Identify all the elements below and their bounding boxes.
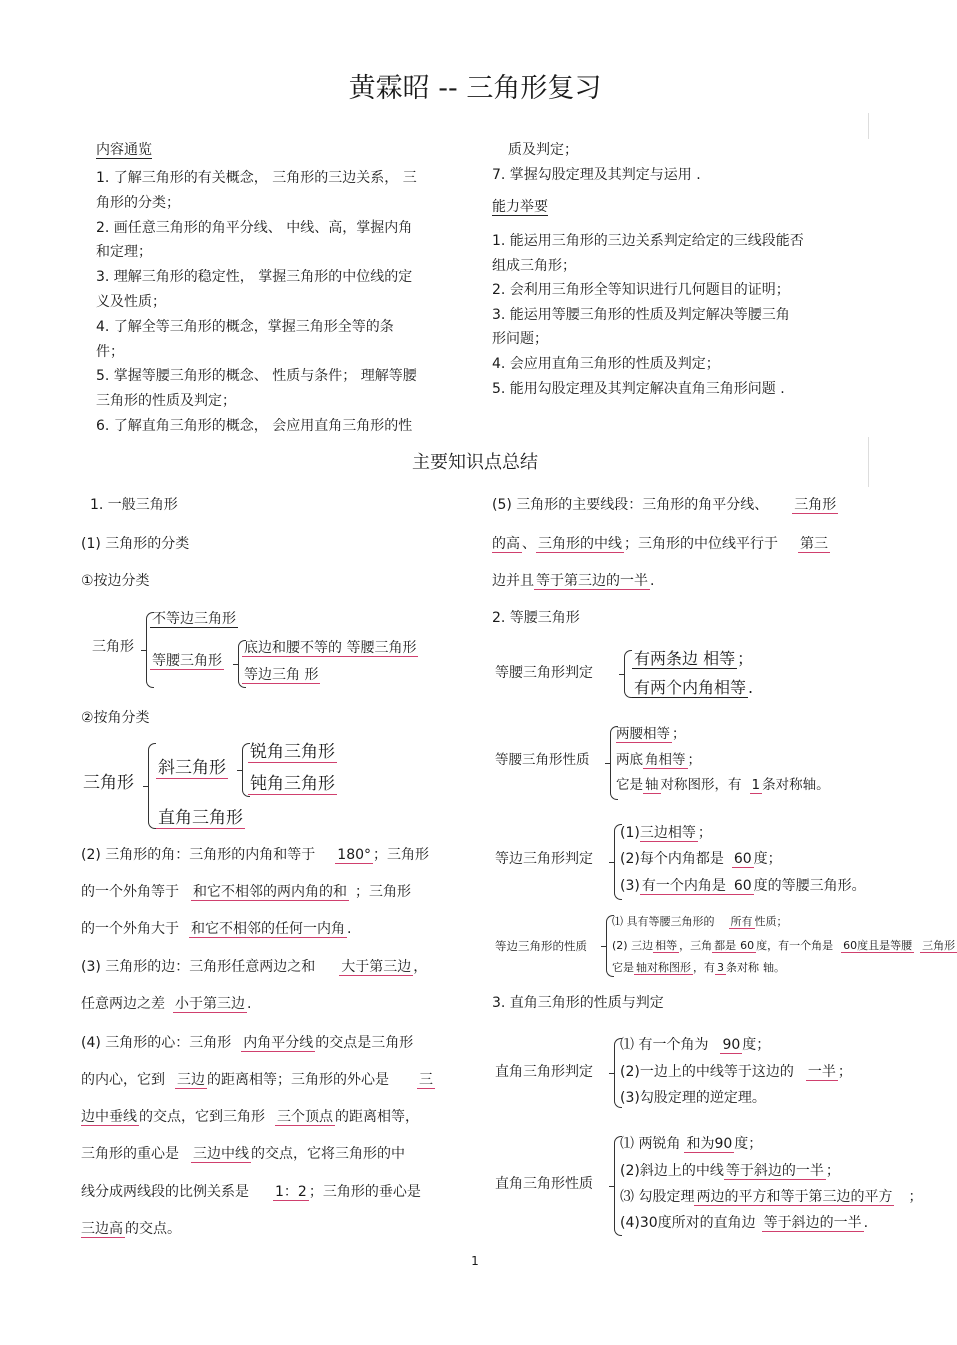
para-centers-6: 三边高 的交点。 xyxy=(81,1221,181,1237)
overview-item-7: 7. 掌握勾股定理及其判定与运用 . xyxy=(492,167,701,183)
overview-line: 4. 了解全等三角形的概念，掌握三角形全等的条 xyxy=(96,318,394,335)
eq-prop-label: 等边三角形的性质 xyxy=(495,939,587,953)
brace xyxy=(148,743,156,829)
page-title: 黄霖昭 -- 三角形复习 xyxy=(348,73,602,104)
heading-right-triangle: 3. 直角三角形的性质与判定 xyxy=(492,995,664,1011)
rt-prop-3: ⑶ 勾股定理 两边的平方和等于第三边的平方 ； xyxy=(620,1189,923,1205)
para-segments-1: (5) 三角形的主要线段：三角形的角平分线、 三角形 xyxy=(492,497,837,513)
eq-judge-3: (3) 有一个内角是 60 度的等腰三角形。 xyxy=(620,878,866,894)
tree2-root-label: 三角形 xyxy=(83,773,134,793)
overview-line: 件； xyxy=(96,343,124,360)
eq-judge-label: 等边三角形判定 xyxy=(495,851,593,867)
eq-prop-2: (2) 三边 相等 ，三角 都是 60 度，有一个角是 60度且是等腰 三角形 xyxy=(612,939,956,952)
iso-judge-label: 等腰三角形判定 xyxy=(495,665,593,681)
ability-line: 2. 会利用三角形全等知识进行几何题目的证明； xyxy=(492,282,790,299)
tree-iso-non-equal: 底边和腰不等的 等腰三角形 xyxy=(244,640,417,656)
para-centers-3: 边中垂线 的交点，它到三角形 三个顶点 的距离相等， xyxy=(81,1109,419,1125)
heading-by-angle: ②按角分类 xyxy=(81,710,150,726)
ability-line: 组成三角形； xyxy=(492,257,576,274)
overview-line: 角形的分类； xyxy=(96,194,180,211)
iso-prop-2: 两底 角相等 ； xyxy=(616,752,701,768)
iso-judge-1: 有两条边 相等 ； xyxy=(634,649,754,668)
iso-prop-1: 两腰相等 ； xyxy=(616,726,686,742)
para-centers-4: 三角形的重心是 三边中线 的交点，它将三角形的中 xyxy=(81,1146,405,1162)
para-centers-5: 线分成两线段的比例关系是 1：2 ；三角形的垂心是 xyxy=(81,1184,421,1200)
eq-prop-1: ⑴ 具有等腰三角形的 所有 性质； xyxy=(612,915,788,928)
tree-isosceles: 等腰三角形 xyxy=(152,653,222,669)
rt-judge-2: (2)一边上的中线等于这边的 一半 ； xyxy=(620,1064,852,1080)
heading-isosceles: 2. 等腰三角形 xyxy=(492,610,580,626)
tree2-right: 直角三角形 xyxy=(158,808,243,828)
tree-root-label: 三角形 xyxy=(92,639,134,655)
page-number: 1 xyxy=(471,1254,479,1268)
brace xyxy=(624,650,632,698)
overview-line: 1. 了解三角形的有关概念， 三角形的三边关系， 三 xyxy=(96,170,417,186)
overview-line: 2. 画任意三角形的角平分线、 中线、高，掌握内角 xyxy=(96,219,413,236)
overview-heading: 内容通览 xyxy=(96,142,152,158)
overview-line: 义及性质； xyxy=(96,293,166,310)
rt-prop-4: (4)30度所对的直角边 等于斜边的一半 . xyxy=(620,1215,869,1231)
ability-line: 3. 能运用等腰三角形的性质及判定解决等腰三角 xyxy=(492,306,790,323)
tree2-oblique: 斜三角形 xyxy=(158,758,226,778)
heading-general-triangle: 1. 一般三角形 xyxy=(90,497,178,513)
overview-list xyxy=(96,166,417,439)
tree-scalene: 不等边三角形 xyxy=(152,611,236,627)
ability-line: 形问题； xyxy=(492,331,548,348)
overview-line: 6. 了解直角三角形的概念， 会应用直角三角形的性 xyxy=(96,417,413,434)
tree-equilateral: 等边三角 形 xyxy=(244,667,319,683)
section-title: 主要知识点总结 xyxy=(412,452,538,473)
ability-heading: 能力举要 xyxy=(492,199,548,215)
overview-line: 和定理； xyxy=(96,244,152,261)
overview-line: 5. 掌握等腰三角形的概念、 性质与条件； 理解等腰 xyxy=(96,368,417,385)
overview-line: 3. 理解三角形的稳定性， 掌握三角形的中位线的定 xyxy=(96,269,413,286)
rt-judge-1: ⑴ 有一个角为 90 度； xyxy=(620,1037,771,1053)
para-angles-1: (2) 三角形的角：三角形的内角和等于 180° ；三角形 xyxy=(81,847,430,863)
para-centers-2: 的内心，它到 三边 的距离相等；三角形的外心是 三 xyxy=(81,1072,433,1088)
rt-judge-label: 直角三角形判定 xyxy=(495,1064,593,1080)
rt-prop-label: 直角三角形性质 xyxy=(495,1176,593,1192)
iso-judge-2: 有两个内角相等 . xyxy=(634,678,754,697)
para-segments-3: 边并且 等于第三边的一半 . xyxy=(492,573,655,589)
eq-judge-1: (1)三边相等 ； xyxy=(620,825,712,841)
iso-prop-3: 它是 轴 对称图形，有 1 条对称轴。 xyxy=(616,777,830,793)
overview-line: 三角形的性质及判定； xyxy=(96,393,236,410)
para-angles-3: 的一个外角大于 和它不相邻的任何一内角 . xyxy=(81,921,352,937)
heading-classification: (1) 三角形的分类 xyxy=(81,536,190,552)
eq-judge-2: (2)每个内角都是 60 度； xyxy=(620,851,782,867)
heading-by-side: ①按边分类 xyxy=(81,573,150,589)
iso-prop-label: 等腰三角形性质 xyxy=(495,752,590,768)
rt-prop-2: (2)斜边上的中线 等于斜边的一半 ； xyxy=(620,1163,840,1179)
para-sides-1: (3) 三角形的边：三角形任意两边之和 大于第三边 ， xyxy=(81,959,428,975)
tree2-acute: 锐角三角形 xyxy=(250,742,335,762)
para-sides-2: 任意两边之差 小于第三边 . xyxy=(81,996,252,1012)
para-angles-2: 的一个外角等于 和它不相邻的两内角的和 ；三角形 xyxy=(81,884,411,900)
ability-line: 1. 能运用三角形的三边关系判定给定的三线段能否 xyxy=(492,233,804,249)
para-centers-1: (4) 三角形的心：三角形 内角平分线 的交点是三角形 xyxy=(81,1035,414,1051)
ability-list xyxy=(492,229,804,401)
overview-continued: 质及判定； xyxy=(508,142,578,158)
rt-judge-3: (3)勾股定理的逆定理。 xyxy=(620,1090,766,1106)
rt-prop-1: ⑴ 两锐角 和为90 度； xyxy=(620,1136,763,1152)
eq-prop-3: 它是 轴对称图形 ，有 3 条对称 轴。 xyxy=(612,961,785,974)
ability-line: 5. 能用勾股定理及其判定解决直角三角形问题 . xyxy=(492,380,785,397)
ability-line: 4. 会应用直角三角形的性质及判定； xyxy=(492,355,720,372)
para-segments-2: 的高 、 三角形的中线 ；三角形的中位线平行于 第三 xyxy=(492,536,828,552)
margin-line xyxy=(868,113,869,139)
tree2-obtuse: 钝角三角形 xyxy=(250,774,335,794)
